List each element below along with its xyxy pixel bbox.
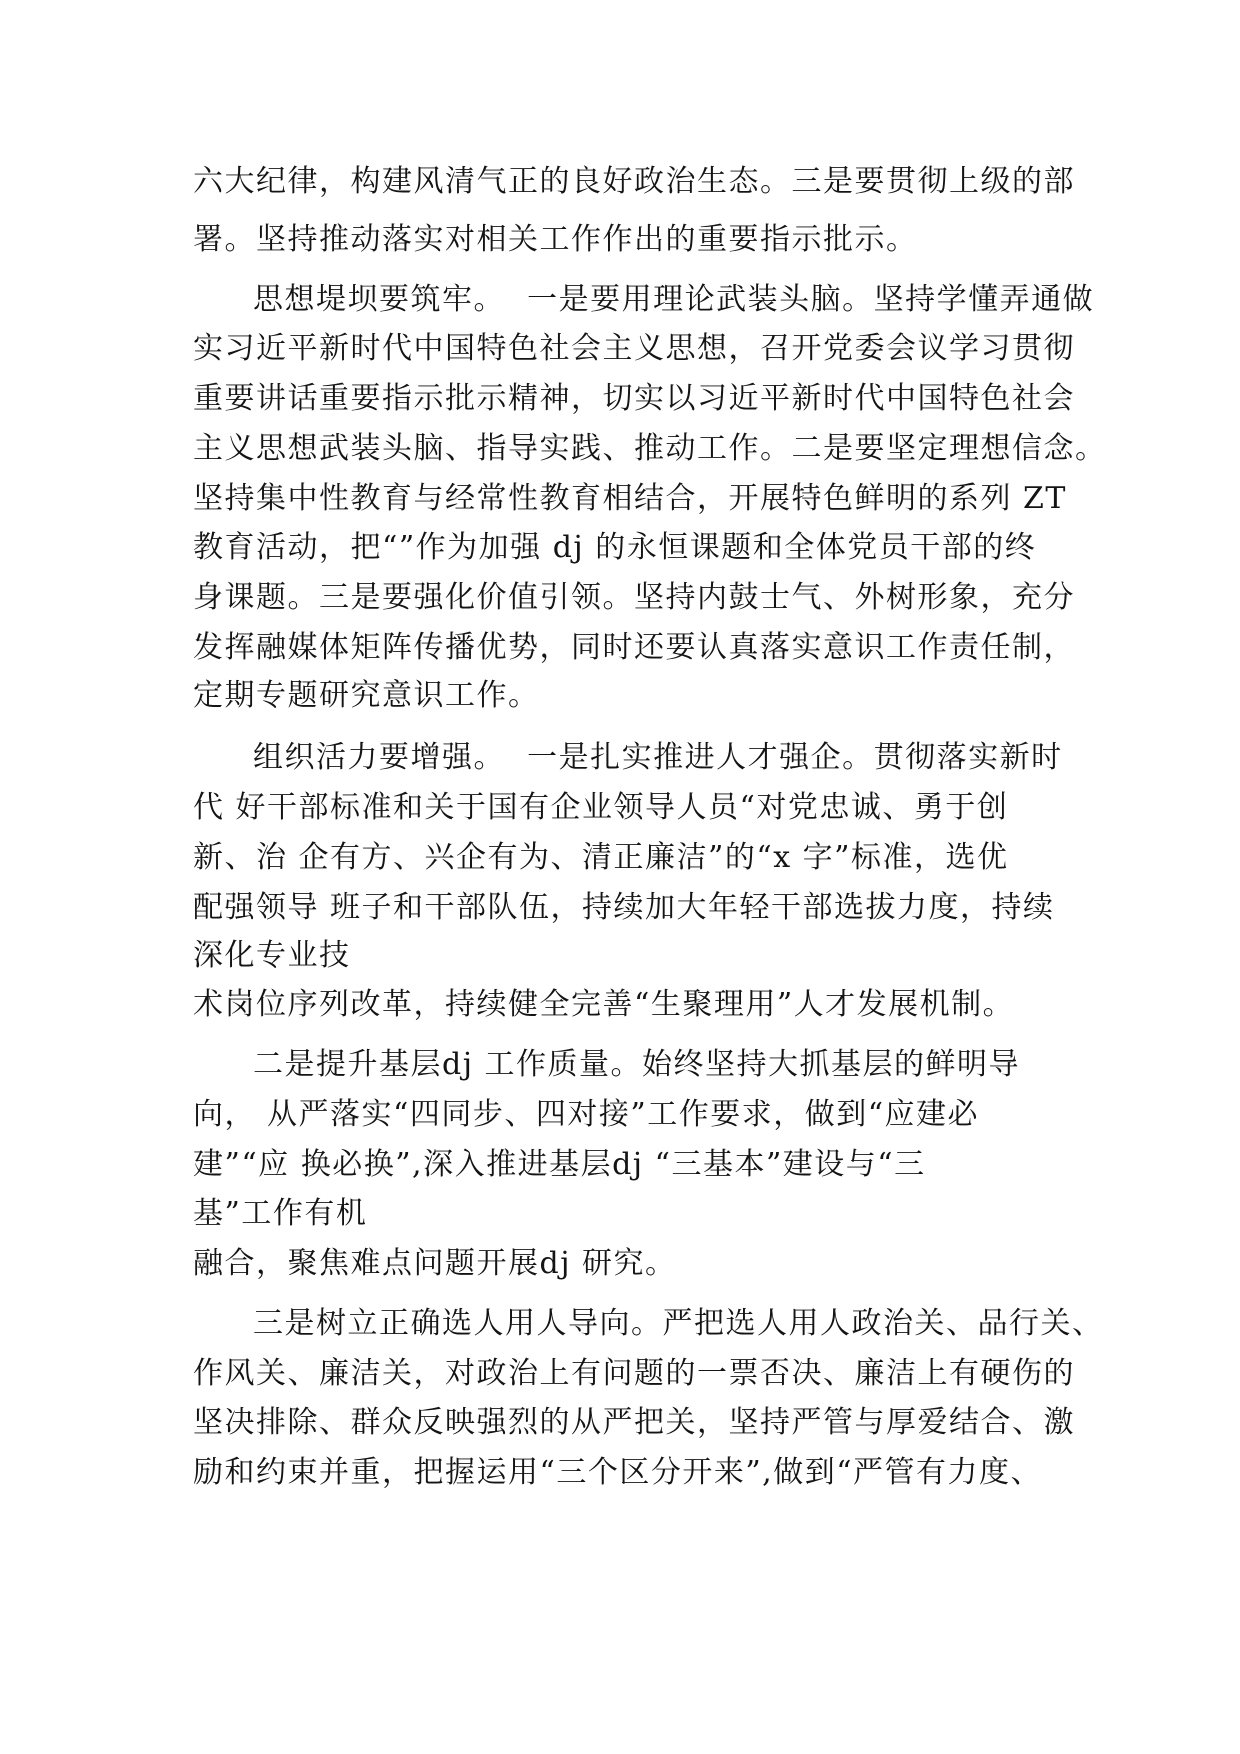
text-line: 坚持集中性教育与经常性教育相结合，开展特色鲜明的系列 ZT (193, 481, 1067, 516)
text-line: 融合，聚焦难点问题开展dj 研究。 (193, 1246, 677, 1281)
text-line: 基”工作有机 (193, 1196, 368, 1231)
text-line: 代 好干部标准和关于国有企业领导人员“对党忠诚、勇于创 (193, 790, 1009, 825)
text-line: 术岗位序列改革，持续健全完善“生聚理用”人才发展机制。 (193, 987, 1015, 1022)
text-line: 重要讲话重要指示批示精神，切实以习近平新时代中国特色社会 (193, 381, 1075, 416)
paragraph-start-line: 三是树立正确选人用人导向。严把选人用人政治关、品行关、 (253, 1306, 1104, 1341)
text-line: 作风关、廉洁关，对政治上有问题的一票否决、廉洁上有硬伤的 (193, 1356, 1075, 1391)
text-line: 主义思想武装头脑、指导实践、推动工作。二是要坚定理想信念。 (193, 431, 1107, 466)
text-line: 教育活动，把“”作为加强 dj 的永恒课题和全体党员干部的终 (193, 530, 1037, 565)
text-line: 励和约束并重，把握运用“三个区分开来”,做到“严管有力度、 (193, 1455, 1043, 1490)
paragraph-start-line: 思想堤坝要筑牢。 一是要用理论武装头脑。坚持学懂弄通做 (253, 282, 1095, 317)
text-line: 向， 从严落实“四同步、四对接”工作要求，做到“应建必 (193, 1097, 980, 1132)
text-line: 深化专业技 (193, 938, 351, 973)
text-line: 建”“应 换必换”,深入推进基层dj “三基本”建设与“三 (193, 1147, 926, 1182)
text-line: 身课题。三是要强化价值引领。坚持内鼓士气、外树形象，充分 (193, 580, 1075, 615)
paragraph-start-line: 二是提升基层dj 工作质量。始终坚持大抓基层的鲜明导 (253, 1047, 1021, 1082)
text-line: 六大纪律，构建风清气正的良好政治生态。三是要贯彻上级的部 (193, 164, 1075, 199)
text-line: 实习近平新时代中国特色社会主义思想，召开党委会议学习贯彻 (193, 331, 1075, 366)
text-line: 坚决排除、群众反映强烈的从严把关，坚持严管与厚爱结合、激 (193, 1405, 1075, 1440)
text-line: 新、治 企有方、兴企有为、清正廉洁”的“x 字”标准，选优 (193, 840, 1009, 875)
text-line: 定期专题研究意识工作。 (193, 678, 540, 713)
paragraph-start-line: 组织活力要增强。 一是扎实推进人才强企。贯彻落实新时 (253, 740, 1063, 775)
text-line: 署。坚持推动落实对相关工作作出的重要指示批示。 (193, 222, 918, 257)
text-line: 配强领导 班子和干部队伍，持续加大年轻干部选拔力度，持续 (193, 890, 1055, 925)
text-line: 发挥融媒体矩阵传播优势，同时还要认真落实意识工作责任制， (193, 630, 1075, 665)
